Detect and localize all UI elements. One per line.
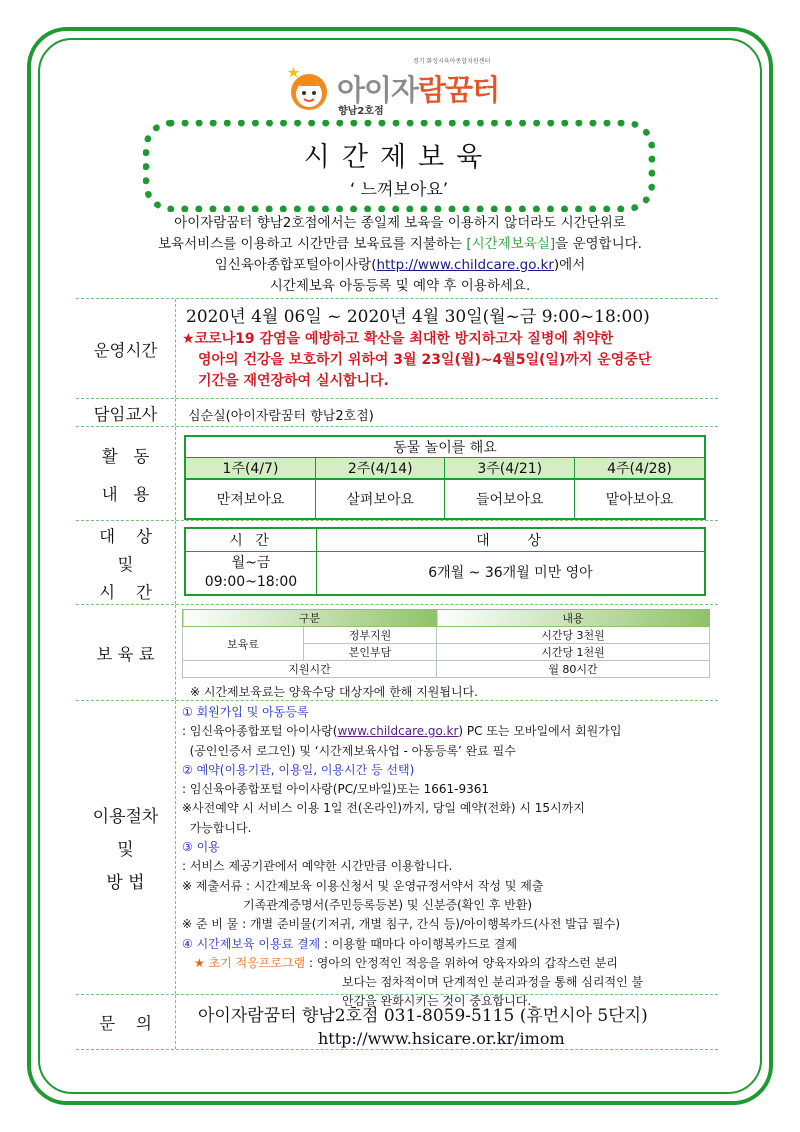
procedure-label-line-1: 이용절차	[92, 807, 159, 827]
operation-content	[182, 299, 718, 398]
week-3: 3주(4/21)	[445, 458, 575, 480]
logo-name-part2: 람꿈터	[418, 73, 500, 107]
prep-line: ※ 준 비 물 : 개별 준비물(기저귀, 개별 침구, 간식 등)/아이행복카드(사전 발급 필수)	[182, 917, 621, 932]
notice-line-1-text: 코로나19 감염을 예방하고 확산을 최대한 방지하고자 질병에 취약한	[194, 331, 614, 347]
logo-branch: 향남2호점	[338, 106, 384, 117]
step-4-title: ④ 시간제보육 이용료 결제	[182, 936, 321, 951]
time-hours: 09:00~18:00	[204, 574, 298, 590]
time-value	[185, 552, 317, 596]
fee-note: ※ 시간제보육료는 양육수당 대상자에 한해 지원됩니다.	[190, 685, 478, 699]
page-subtitle: ‘ 느껴보아요’	[349, 180, 449, 200]
fee-content	[182, 605, 718, 700]
intro-line-1: 아이자람꿈터 향남2호점에서는 종일제 보육을 이용하지 않더라도 시간단위로	[174, 215, 626, 231]
operation-label: 운영시간	[76, 299, 176, 398]
fee-row-1-value: 시간당 3천원	[437, 627, 710, 644]
activity-label	[76, 427, 176, 520]
step-1-line-1c: ) PC 또는 모바일에서 회원가입	[458, 724, 622, 739]
child-face-icon	[285, 64, 333, 112]
activity-theme: 동물 놀이를 해요	[185, 436, 705, 458]
inquiry-contact: 아이자람꿈터 향남2호점 031-8059-5115 (휴먼시아 5단지)	[198, 1006, 648, 1026]
docs-line-2: 기족관계증명서(주민등록등본) 및 신분증(확인 후 반환)	[182, 897, 533, 912]
intro-program-name: [시간제보육실]	[466, 236, 556, 252]
fee-label: 보 육 료	[76, 605, 176, 700]
docs-line-1: ※ 제출서류 : 시간제보육 이용신청서 및 운영규정서약서 작성 및 제출	[182, 878, 544, 893]
fee-col2-header: 내용	[437, 610, 710, 627]
early-program-label: ★ 초기 적응프로그램	[194, 955, 306, 970]
target-content	[182, 521, 718, 604]
support-hours-value: 월 80시간	[437, 661, 710, 678]
step-1-link[interactable]: www.childcare.go.kr	[337, 724, 459, 739]
center-logo	[285, 50, 530, 117]
intro-line-3a: 임신육아종합포털아이사랑(	[214, 257, 377, 273]
title-box	[143, 120, 655, 212]
operation-period: 2020년 4월 06일 ~ 2020년 4월 30일(월~금 9:00~18:00)	[186, 307, 650, 327]
childcare-link[interactable]: http://www.childcare.go.kr	[376, 257, 554, 273]
activity-table	[184, 435, 706, 520]
step-4-text: : 이용할 때마다 아이행복카드로 결제	[320, 936, 518, 951]
activity-row	[76, 426, 718, 520]
teacher-row	[76, 398, 718, 426]
teacher-label: 담임교사	[76, 399, 176, 426]
inquiry-row	[76, 994, 718, 1050]
procedure-label-line-2: 및	[117, 840, 134, 860]
time-days: 월~금	[231, 555, 271, 571]
early-line-3: 안감을 완화시키는 것이 중요합니다.	[342, 994, 532, 1009]
step-1-line-1a: : 임신육아종합포털 아이사랑(	[182, 724, 338, 739]
week-2: 2주(4/14)	[315, 458, 445, 480]
fee-row-1-name: 정부지원	[304, 627, 437, 644]
activity-1: 만져보아요	[185, 479, 315, 519]
activity-content	[182, 427, 718, 520]
step-2-line-1: : 임신육아종합포털 아이사랑(PC/모바일)또는 1661-9361	[182, 782, 489, 797]
covid-notice	[182, 329, 712, 392]
fee-row	[76, 604, 718, 700]
activity-label-line-2: 내 용	[101, 484, 150, 504]
logo-center-name: 경기 화성시육아종합지원센터	[413, 58, 491, 65]
target-row	[76, 520, 718, 604]
time-header: 시 간	[185, 528, 317, 552]
support-hours-label: 지원시간	[183, 661, 437, 678]
fee-row-2-name: 본인부담	[304, 644, 437, 661]
step-2-title: ② 예약(이용기관, 이용일, 이용시간 등 선택)	[182, 762, 415, 777]
target-label-line-2: 및	[117, 554, 134, 574]
procedure-content	[182, 701, 718, 1009]
target-table	[184, 527, 706, 596]
early-line-2: 보다는 점차적이며 단계적인 분리과정을 통해 심리적인 불	[342, 975, 644, 990]
intro-text	[80, 213, 720, 297]
intro-line-2c: 을 운영합니다.	[555, 236, 642, 252]
intro-line-4: 시간제보육 아동등록 및 예약 후 이용하세요.	[269, 278, 531, 294]
inquiry-url[interactable]: http://www.hsicare.or.kr/imom	[318, 1029, 565, 1048]
target-header: 대 상	[317, 528, 706, 552]
target-label-line-3: 시 간	[99, 582, 152, 602]
fee-group: 보육료	[183, 627, 304, 661]
fee-table	[182, 609, 710, 678]
intro-line-3c: )에서	[553, 257, 586, 273]
teacher-content	[182, 399, 718, 426]
activity-4: 맡아보아요	[575, 479, 706, 519]
procedure-label-line-3: 방 법	[106, 873, 145, 893]
step-1-title: ① 회원가입 및 아동등록	[182, 705, 309, 719]
notice-line-3: 기간을 재연장하여 실시합니다.	[198, 373, 389, 389]
fee-col1-header: 구분	[183, 610, 437, 627]
target-label	[76, 521, 176, 604]
activity-2: 살펴보아요	[315, 479, 445, 519]
procedure-label	[76, 701, 176, 994]
star-icon: ★	[182, 331, 195, 347]
inquiry-content	[182, 995, 718, 1049]
step-3-line-1: : 서비스 제공기관에서 예약한 시간만큼 이용합니다.	[182, 859, 453, 874]
activity-label-line-1: 활 동	[101, 446, 150, 466]
step-2-line-2: ※사전예약 시 서비스 이용 1일 전(온라인)까지, 당일 예약(전화) 시 15시까지	[182, 801, 585, 816]
page-title: 시간제보육	[303, 142, 495, 173]
intro-line-2a: 보육서비스를 이용하고 시간만큼 보육료를 지불하는	[158, 236, 467, 252]
inquiry-label: 문 의	[76, 995, 176, 1049]
target-age: 6개월 ~ 36개월 미만 영아	[317, 552, 706, 596]
info-table	[76, 298, 718, 1050]
step-1-line-2: (공인인증서 로그인) 및 ‘시간제보육사업 - 아동등록’ 완료 필수	[182, 743, 516, 758]
notice-line-2: 영아의 건강을 보호하기 위하여 3월 23일(월)~4월5일(일)까지 운영중단	[198, 352, 652, 368]
procedure-text	[182, 703, 718, 1012]
fee-row-2-value: 시간당 1천원	[437, 644, 710, 661]
logo-name-part1: 아이자	[337, 73, 419, 107]
step-2-line-3: 가능합니다.	[182, 820, 252, 835]
step-4-line	[182, 935, 718, 954]
operation-row	[76, 298, 718, 398]
step-3-title: ③ 이용	[182, 840, 220, 855]
teacher-name: 심순실(아이자람꿈터 향남2호점)	[188, 409, 374, 424]
intro-line-3	[80, 255, 720, 276]
notice-line-1	[182, 329, 712, 350]
target-label-line-1: 대 상	[99, 526, 152, 546]
early-line-1	[182, 954, 718, 973]
early-line-1-text: : 영아의 안정적인 적응을 위하여 양육자와의 갑작스런 분리	[305, 955, 618, 970]
procedure-row	[76, 700, 718, 1009]
week-1: 1주(4/7)	[185, 458, 315, 480]
activity-3: 들어보아요	[445, 479, 575, 519]
intro-line-2	[80, 234, 720, 255]
step-1-line-1	[182, 722, 718, 741]
week-4: 4주(4/28)	[575, 458, 706, 480]
